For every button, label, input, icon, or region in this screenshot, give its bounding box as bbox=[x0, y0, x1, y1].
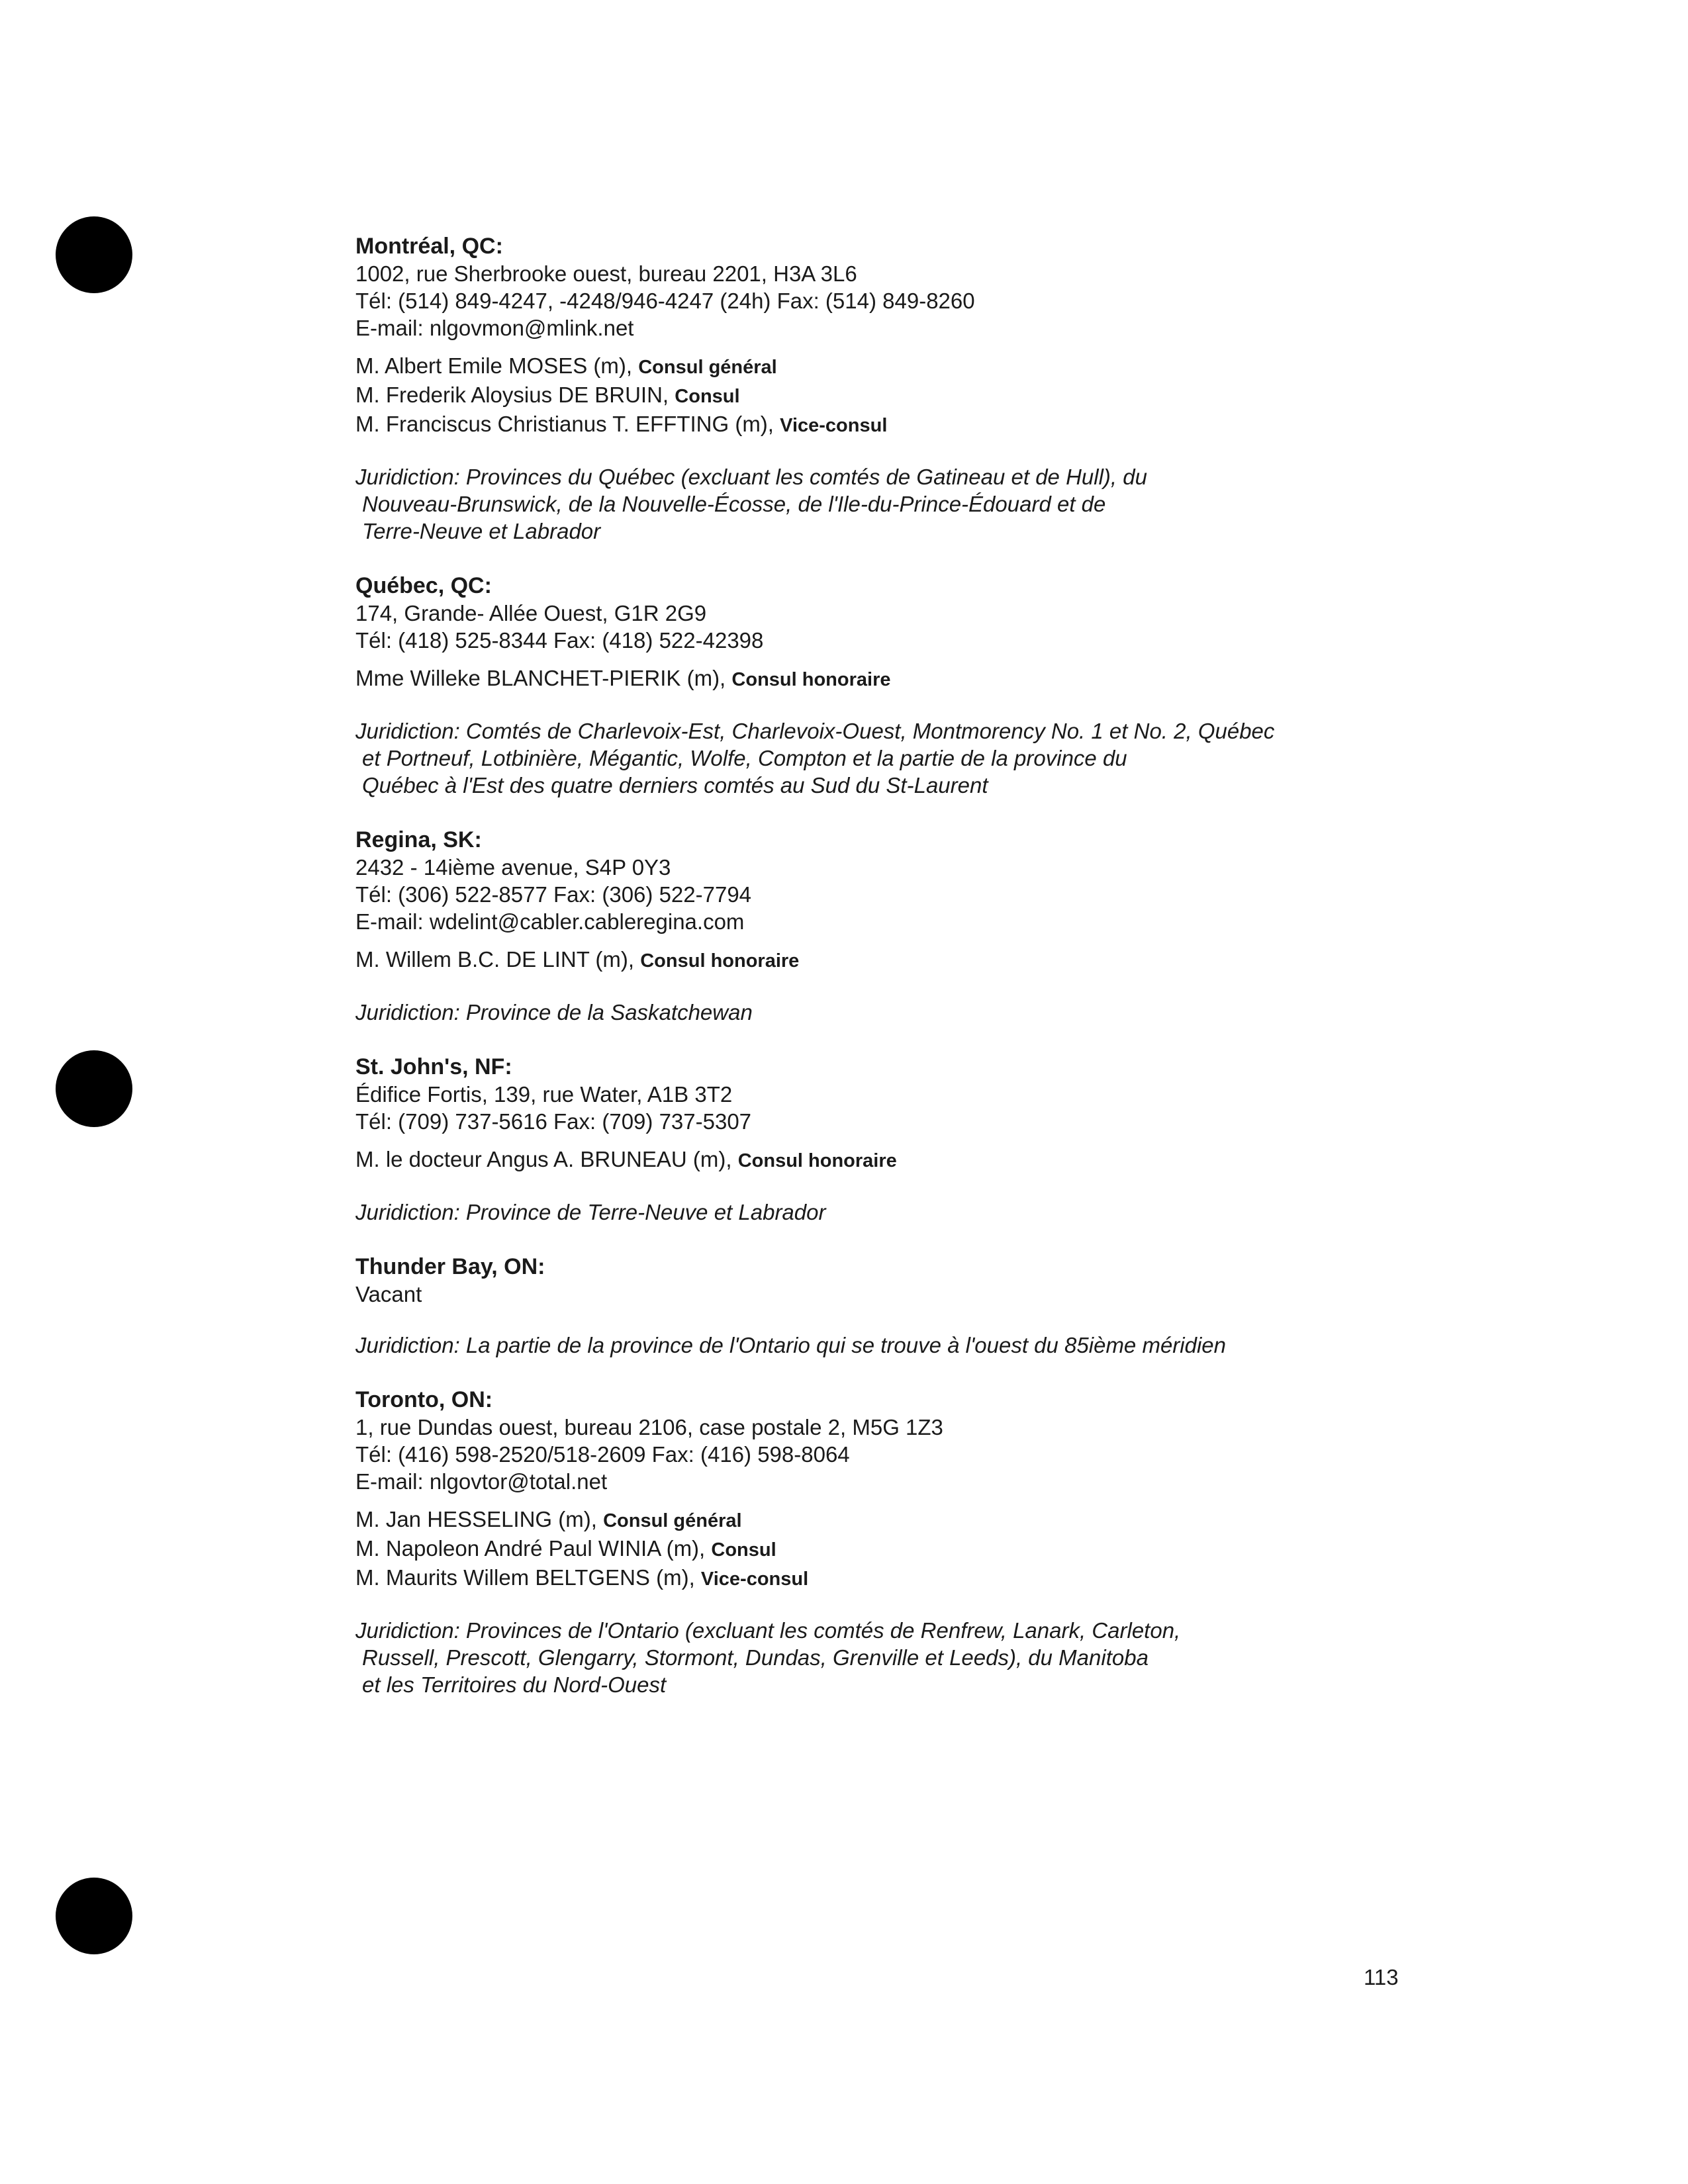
staff-role: Consul honoraire bbox=[731, 669, 891, 690]
punch-hole bbox=[56, 216, 132, 293]
staff-name: Mme Willeke BLANCHET-PIERIK (m), bbox=[355, 666, 726, 690]
jurisdiction-text bbox=[355, 463, 1481, 545]
staff-role: Consul honoraire bbox=[640, 950, 800, 972]
jurisdiction-line: Québec à l'Est des quatre derniers comtés au Sud du St-Laurent bbox=[362, 773, 988, 797]
jurisdiction-line: Juridiction: La partie de la province de l'Ontario qui se trouve à l'ouest du 85ième méridien bbox=[355, 1333, 1227, 1357]
address-line: Tél: (418) 525-8344 Fax: (418) 522-42398 bbox=[355, 628, 764, 653]
office-entry bbox=[355, 827, 1481, 1026]
consulate-directory bbox=[355, 233, 1481, 1698]
staff-name: M. Frederik Aloysius DE BRUIN, bbox=[355, 383, 669, 407]
office-city-heading: St. John's, NF: bbox=[355, 1054, 512, 1079]
staff-list bbox=[355, 1506, 1481, 1593]
jurisdiction-text bbox=[355, 1332, 1481, 1359]
staff-name: M. Albert Emile MOSES (m), bbox=[355, 353, 633, 378]
jurisdiction-line: Juridiction: Provinces du Québec (excluant les comtés de Gatineau et de Hull), du bbox=[355, 465, 1147, 489]
staff-member bbox=[355, 381, 1481, 410]
office-entry bbox=[355, 572, 1481, 799]
staff-list bbox=[355, 1146, 1481, 1175]
jurisdiction-line: Russell, Prescott, Glengarry, Stormont, Dundas, Grenville et Leeds), du Manitoba bbox=[362, 1645, 1149, 1670]
office-address bbox=[355, 854, 1481, 935]
staff-role: Consul général bbox=[603, 1510, 742, 1531]
staff-member bbox=[355, 946, 1481, 975]
staff-role: Consul bbox=[675, 386, 740, 407]
address-line: Tél: (709) 737-5616 Fax: (709) 737-5307 bbox=[355, 1109, 752, 1134]
jurisdiction-line: Juridiction: Comtés de Charlevoix-Est, Charlevoix-Ouest, Montmorency No. 1 et No. 2, Québec bbox=[355, 719, 1275, 743]
staff-role: Consul général bbox=[638, 357, 777, 378]
address-line: Édifice Fortis, 139, rue Water, A1B 3T2 bbox=[355, 1082, 733, 1107]
staff-name: M. Franciscus Christianus T. EFFTING (m), bbox=[355, 412, 774, 436]
jurisdiction-line: Terre-Neuve et Labrador bbox=[362, 519, 601, 543]
staff-name: M. Napoleon André Paul WINIA (m), bbox=[355, 1536, 706, 1561]
punch-hole bbox=[56, 1050, 132, 1127]
staff-role: Vice-consul bbox=[700, 1569, 809, 1590]
office-address bbox=[355, 1081, 1481, 1135]
jurisdiction-line: Juridiction: Province de Terre-Neuve et Labrador bbox=[355, 1200, 826, 1224]
page-number: 113 bbox=[1364, 1965, 1399, 1989]
jurisdiction-text bbox=[355, 1199, 1481, 1226]
staff-name: M. Willem B.C. DE LINT (m), bbox=[355, 947, 635, 972]
staff-role: Vice-consul bbox=[780, 415, 888, 436]
jurisdiction-line: Juridiction: Provinces de l'Ontario (excluant les comtés de Renfrew, Lanark, Carleton, bbox=[355, 1618, 1181, 1643]
office-entry bbox=[355, 1387, 1481, 1698]
staff-name: M. Jan HESSELING (m), bbox=[355, 1507, 597, 1531]
staff-member bbox=[355, 1564, 1481, 1593]
address-line: E-mail: nlgovtor@total.net bbox=[355, 1469, 608, 1494]
address-line: E-mail: wdelint@cabler.cableregina.com bbox=[355, 909, 745, 934]
staff-name: M. le docteur Angus A. BRUNEAU (m), bbox=[355, 1147, 732, 1171]
office-city-heading: Regina, SK: bbox=[355, 827, 482, 852]
jurisdiction-text bbox=[355, 1617, 1481, 1698]
address-line: 174, Grande- Allée Ouest, G1R 2G9 bbox=[355, 601, 707, 625]
staff-name: M. Maurits Willem BELTGENS (m), bbox=[355, 1565, 695, 1590]
office-city-heading: Montréal, QC: bbox=[355, 234, 503, 259]
jurisdiction-line: et les Territoires du Nord-Ouest bbox=[362, 1672, 667, 1697]
office-address bbox=[355, 1414, 1481, 1495]
address-line: 1002, rue Sherbrooke ouest, bureau 2201, H3A 3L6 bbox=[355, 261, 857, 286]
office-entry bbox=[355, 233, 1481, 545]
office-entry bbox=[355, 1054, 1481, 1226]
address-line: E-mail: nlgovmon@mlink.net bbox=[355, 316, 634, 340]
jurisdiction-line: Nouveau-Brunswick, de la Nouvelle-Écosse, de l'Ile-du-Prince-Édouard et de bbox=[362, 492, 1106, 516]
address-line: 2432 - 14ième avenue, S4P 0Y3 bbox=[355, 855, 671, 880]
office-address bbox=[355, 1281, 1481, 1308]
jurisdiction-text bbox=[355, 717, 1481, 799]
staff-role: Consul honoraire bbox=[737, 1150, 897, 1171]
staff-member bbox=[355, 1535, 1481, 1564]
address-line: 1, rue Dundas ouest, bureau 2106, case postale 2, M5G 1Z3 bbox=[355, 1415, 943, 1439]
office-city-heading: Québec, QC: bbox=[355, 573, 492, 598]
office-address bbox=[355, 260, 1481, 341]
address-line: Tél: (416) 598-2520/518-2609 Fax: (416) 598-8064 bbox=[355, 1442, 850, 1467]
address-line: Tél: (514) 849-4247, -4248/946-4247 (24h) Fax: (514) 849-8260 bbox=[355, 289, 975, 313]
staff-member bbox=[355, 664, 1481, 694]
jurisdiction-line: et Portneuf, Lotbinière, Mégantic, Wolfe, Compton et la partie de la province du bbox=[362, 746, 1127, 770]
office-entry bbox=[355, 1253, 1481, 1359]
jurisdiction-line: Juridiction: Province de la Saskatchewan bbox=[355, 1000, 753, 1024]
staff-list bbox=[355, 946, 1481, 975]
staff-role: Consul bbox=[711, 1539, 776, 1561]
office-city-heading: Thunder Bay, ON: bbox=[355, 1254, 545, 1279]
staff-member bbox=[355, 352, 1481, 381]
office-city-heading: Toronto, ON: bbox=[355, 1387, 493, 1412]
jurisdiction-text bbox=[355, 999, 1481, 1026]
address-line: Vacant bbox=[355, 1282, 422, 1306]
staff-member bbox=[355, 1506, 1481, 1535]
address-line: Tél: (306) 522-8577 Fax: (306) 522-7794 bbox=[355, 882, 752, 907]
punch-hole bbox=[56, 1878, 132, 1954]
office-address bbox=[355, 600, 1481, 654]
staff-member bbox=[355, 1146, 1481, 1175]
staff-list bbox=[355, 664, 1481, 694]
staff-list bbox=[355, 352, 1481, 439]
staff-member bbox=[355, 410, 1481, 439]
